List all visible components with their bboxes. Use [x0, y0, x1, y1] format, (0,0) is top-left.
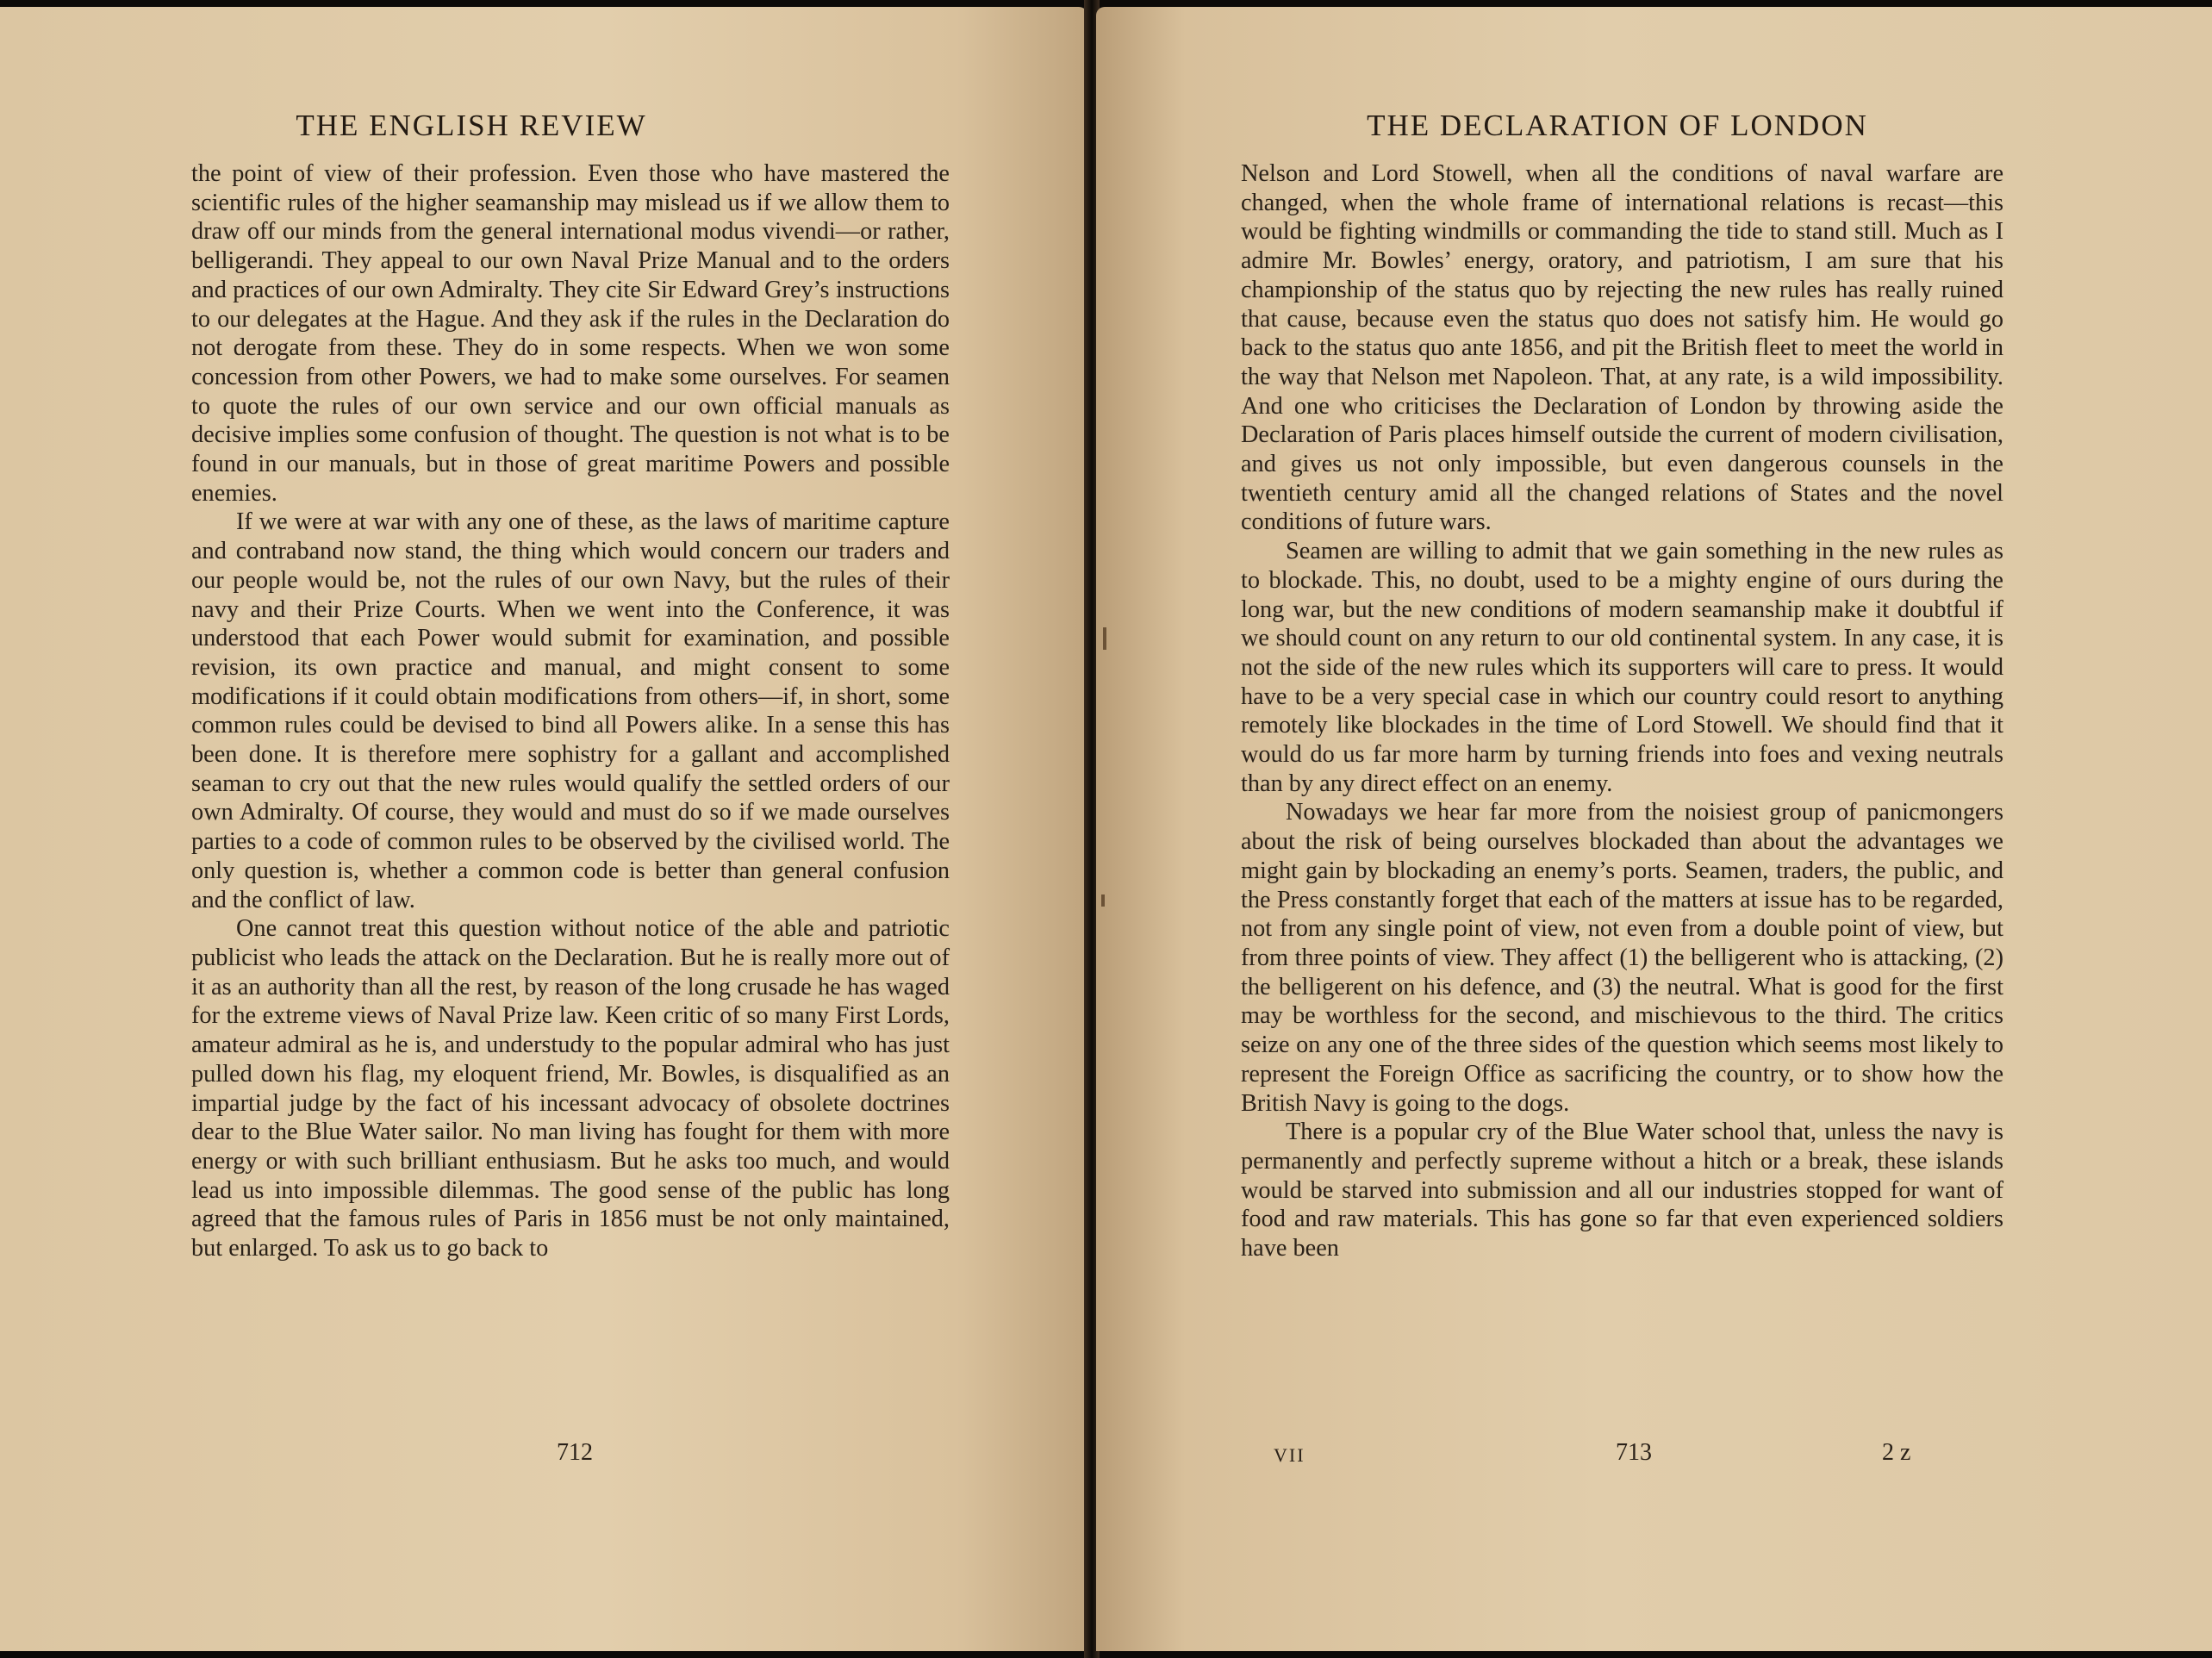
paragraph: One cannot treat this question without notice of the able and patriotic publicist who leads the attack on the Declaration. But he is really more out of it as an authority than all the rest, by reason of the long crusade he has waged for the extreme views of Naval Prize law. Keen critic of so many First Lords, amateur admiral as he is, and understudy to the popular admiral who has just pulled down his flag, my eloquent friend, Mr. Bowles, is disqualified as an impartial judge by the fact of his incessant advocacy of obsolete doctrines dear to the Blue Water sailor. No man living has fought for them with more energy or with such brilliant enthusiasm. But he asks too much, and would lead us into impossible dilemmas. The good sense of the public has long agreed that the famous rules of Paris in 1856 must be not only maintained, but enlarged. To ask us to go back to: [191, 915, 950, 1262]
page-number-left: 712: [557, 1439, 593, 1466]
left-page: [0, 7, 1087, 1651]
running-head-right: THE DECLARATION OF LONDON: [1367, 109, 1868, 142]
binding-mark: [1101, 894, 1105, 907]
binding-mark: [1103, 627, 1106, 650]
paragraph: the point of view of their profession. Even those who have mastered the scientific rules of the higher seamanship may mislead us if we allow them to draw off our minds from the general international modus vivendi—or rather, belligerandi. They appeal to our own Naval Prize Manual and to the orders and practices of our own Admiralty. They cite Sir Edward Grey’s instructions to our delegates at the Hague. And they ask if the rules in the Declaration do not derogate from these. They do in some respects. When we won some concession from other Powers, we had to make some ourselves. For seamen to quote the rules of our own service and our own official manuals as decisive implies some confusion of thought. The question is not what is to be found in our manuals, but in those of great maritime Powers and possible enemies.: [191, 160, 950, 507]
right-page: [1096, 7, 2212, 1651]
paragraph: Nelson and Lord Stowell, when all the conditions of naval warfare are changed, when the whole frame of international relations is recast—this would be fighting windmills or commanding the tide to stand still. Much as I admire Mr. Bowles’ energy, oratory, and patriotism, I am sure that his championship of the status quo by rejecting the new rules has really ruined that cause, because even the status quo does not satisfy him. He would go back to the status quo ante 1856, and pit the British fleet to meet the world in the way that Nelson met Napoleon. That, at any rate, is a wild impossibility. And one who criticises the Declaration of London by throwing aside the Declaration of Paris places himself outside the current of modern civilisation, and gives us not only impossible, but even dangerous counsels in the twentieth century amid all the changed relations of States and the novel conditions of future wars.: [1241, 160, 2003, 536]
running-head-left: THE ENGLISH REVIEW: [296, 109, 647, 142]
body-text-right: [1241, 159, 2003, 1263]
paragraph: If we were at war with any one of these, as the laws of maritime capture and contraband now stand, the thing which would concern our traders and our people would be, not the rules of our own Navy, but the rules of their navy and their Prize Courts. When we went into the Conference, it was understood that each Power would submit for examination, and possible revision, its own practice and manual, and might consent to some modifications if it could obtain modifications from others—if, in short, some common rules could be devised to bind all Powers alike. In a sense this has been done. It is therefore mere sophistry for a gallant and accomplished seaman to cry out that the new rules would qualify the settled orders of our own Admiralty. Of course, they would and must do so if we made ourselves parties to a code of common rules to be observed by the civilised world. The only question is, whether a common code is better than general confusion and the conflict of law.: [191, 508, 950, 913]
paragraph: There is a popular cry of the Blue Water school that, unless the navy is permanently and perfectly supreme without a hitch or a break, these islands would be starved into submission and all our industries stopped for want of food and raw materials. This has gone so far that even experienced soldiers have been: [1241, 1119, 2003, 1262]
page-number-right: 713: [1616, 1439, 1652, 1466]
paragraph: Nowadays we hear far more from the noisiest group of panicmongers about the risk of being ourselves blockaded than about the advantages we might gain by blockading an enemy’s ports. Seamen, traders, the public, and the Press constantly forget that each of the matters at issue has to be regarded, not from any single point of view, not even from a double point of view, but from three points of view. They affect (1) the belligerent who is attacking, (2) the belligerent on his defence, and (3) the neutral. What is good for the first may be worthless for the second, and mischievous to the third. The critics seize on any one of the three sides of the question which seems most likely to represent the Foreign Office as sacrificing the country, or to show how the British Navy is going to the dogs.: [1241, 799, 2003, 1117]
signature-mark: 2 z: [1882, 1439, 1911, 1466]
body-text-left: [191, 159, 950, 1263]
paragraph: Seamen are willing to admit that we gain something in the new rules as to blockade. This, no doubt, used to be a mighty engine of ours during the long war, but the new conditions of modern seamanship make it doubtful if we should count on any return to our old continental system. In any case, it is not the side of the new rules which its supporters will care to press. It would have to be a very special case in which our country could resort to anything remotely like blockades in the time of Lord Stowell. We should find that it would do us far more harm by turning friends into foes and vexing neutrals than by any direct effect on an enemy.: [1241, 538, 2003, 797]
signature-numeral: VII: [1274, 1444, 1305, 1466]
